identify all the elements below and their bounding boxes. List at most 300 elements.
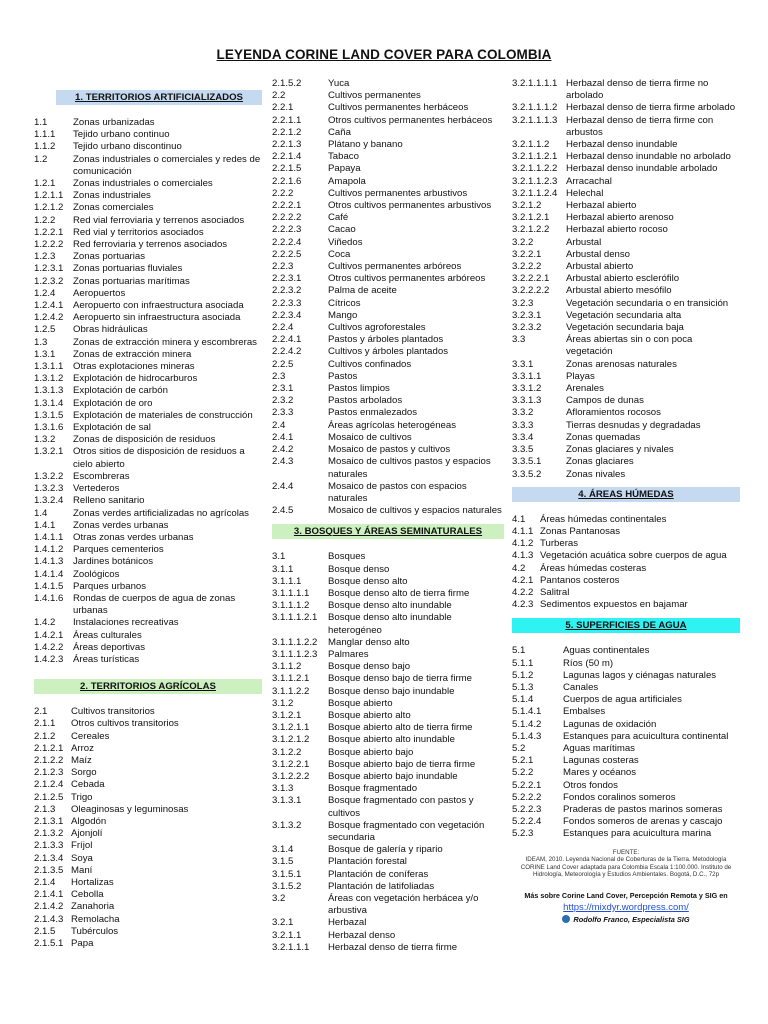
section-header-agua: 5. SUPERFICIES DE AGUA [512, 618, 740, 633]
legend-code: 2.3.3 [272, 407, 294, 419]
legend-code: 2.2.1.2 [272, 126, 302, 138]
legend-row [272, 869, 504, 881]
legend-row [272, 698, 504, 710]
list-agricolas-cont [272, 78, 504, 517]
legend-label: Arbustal abierto [566, 261, 634, 273]
legend-label: Fondos someros de arenas y cascajo [563, 816, 723, 828]
legend-label: Zonas industriales [73, 190, 151, 202]
legend-row [512, 285, 740, 297]
legend-row [272, 856, 504, 868]
legend-label: Cultivos permanentes arbóreos [328, 261, 462, 273]
legend-row [34, 779, 262, 791]
legend-code: 1.4.1.3 [34, 556, 64, 568]
legend-label: Vertederos [73, 483, 120, 495]
legend-label: Aeropuerto con infraestructura asociada [73, 300, 244, 312]
legend-code: 3.1.1.1.2.2 [272, 636, 318, 648]
legend-code: 2.4.3 [272, 456, 294, 468]
legend-code: 3.1.1.2.1 [272, 673, 310, 685]
legend-row [272, 576, 504, 588]
legend-row [272, 334, 504, 346]
legend-code: 2.4 [272, 419, 286, 431]
section-header-agricolas: 2. TERRITORIOS AGRÍCOLAS [34, 679, 262, 694]
legend-code: 3.2.1.1.2 [512, 139, 550, 151]
section-header-artificiales: 1. TERRITORIOS ARTIFICIALIZADOS [56, 90, 262, 105]
legend-label: Sorgo [71, 767, 97, 779]
legend-code: 2.1.2.2 [34, 754, 64, 766]
legend-label: Arenales [566, 383, 604, 395]
legend-row [272, 759, 504, 771]
legend-label: Plantación forestal [328, 856, 407, 868]
legend-label: Praderas de pastos marinos someras [563, 803, 723, 815]
legend-label: Hortalizas [71, 876, 114, 888]
list-agricolas [34, 706, 262, 950]
legend-label: Afloramientos rocosos [566, 407, 661, 419]
legend-code: 5.1.1 [512, 657, 534, 669]
source-label: FUENTE: [612, 848, 640, 856]
legend-label: Manglar denso alto [328, 636, 410, 648]
legend-code: 2.2.1.3 [272, 139, 302, 151]
legend-row [34, 422, 262, 434]
legend-code: 5.2.2.4 [512, 816, 542, 828]
legend-code: 2.2.1.5 [272, 163, 302, 175]
legend-row [34, 840, 262, 852]
legend-row [512, 115, 740, 139]
legend-row [34, 373, 262, 385]
legend-row [512, 767, 740, 779]
legend-row [34, 938, 262, 950]
legend-label: Mosaico de pastos y cultivos [328, 444, 451, 456]
legend-label: Herbazal denso [328, 929, 396, 941]
legend-code: 3.2.1.1.1.2 [512, 102, 558, 114]
legend-label: Herbazal denso de tierra firme con arbustos [566, 114, 714, 138]
legend-label: Otras zonas verdes urbanas [73, 531, 194, 543]
legend-label: Cultivos agroforestales [328, 322, 426, 334]
legend-label: Maní [71, 864, 93, 876]
legend-label: Arroz [71, 742, 94, 754]
legend-code: 2.2.2.4 [272, 236, 302, 248]
legend-label: Cítricos [328, 297, 361, 309]
legend-row [272, 771, 504, 783]
legend-row [272, 612, 504, 636]
legend-row [272, 139, 504, 151]
legend-label: Bosque denso bajo [328, 661, 411, 673]
legend-row [272, 564, 504, 576]
legend-code: 3.2 [272, 893, 286, 904]
legend-label: Áreas húmedas continentales [540, 513, 667, 525]
legend-label: Bosque abierto alto de tierra firme [328, 722, 473, 734]
legend-row [512, 102, 740, 114]
legend-label: Vegetación acuática sobre cuerpos de agua [540, 550, 727, 562]
legend-label: Mosaico de cultivos y espacios naturales [328, 505, 502, 517]
legend-label: Campos de dunas [566, 395, 644, 407]
legend-code: 1.3.1 [34, 348, 56, 360]
legend-row [34, 617, 262, 629]
legend-label: Bosque denso alto [328, 575, 408, 587]
legend-code: 3.1.2.2.2 [272, 770, 310, 782]
legend-code: 3.1.1.1.1 [272, 587, 310, 599]
legend-row [512, 755, 740, 767]
legend-row [272, 673, 504, 685]
legend-label: Mosaico de pastos con espacios naturales [328, 480, 467, 504]
legend-label: Arbustal denso [566, 248, 630, 260]
legend-code: 1.4.1.2 [34, 544, 64, 556]
legend-row [272, 893, 504, 917]
legend-row [512, 645, 740, 657]
legend-label: Estanques para acuicultura marina [563, 828, 712, 840]
legend-row [34, 361, 262, 373]
legend-label: Zonas portuarias fluviales [73, 263, 183, 275]
legend-code: 3.1.1 [272, 563, 294, 575]
legend-code: 3.3.2 [512, 407, 534, 419]
legend-code: 3.3.5.1 [512, 456, 542, 468]
legend-code: 2.4.5 [272, 505, 294, 517]
legend-label: Lagunas lagos y ciénagas naturales [563, 669, 717, 681]
legend-row [34, 914, 262, 926]
legend-label: Cultivos y árboles plantados [328, 346, 448, 358]
legend-label: Estanques para acuicultura continental [563, 730, 729, 742]
legend-row [272, 661, 504, 673]
legend-row [34, 227, 262, 239]
column-middle [272, 78, 504, 954]
legend-row [512, 469, 740, 481]
legend-label: Sedimentos expuestos en bajamar [540, 599, 688, 611]
section-header-bosques: 3. BOSQUES Y ÁREAS SEMINATURALES [272, 524, 504, 539]
legend-row [512, 310, 740, 322]
legend-code: 1.3.1.5 [34, 409, 64, 421]
legend-code: 2.1.4.1 [34, 889, 64, 901]
legend-row [34, 630, 262, 642]
legend-code: 3.2.1 [272, 917, 294, 929]
legend-label: Mango [328, 309, 358, 321]
legend-row [272, 224, 504, 236]
legend-row [34, 202, 262, 214]
legend-code: 1.1.2 [34, 141, 56, 153]
legend-row [272, 371, 504, 383]
legend-label: Bosque fragmentado con vegetación secundaria [328, 819, 485, 843]
legend-code: 3.2.2.2 [512, 261, 542, 273]
legend-label: Áreas deportivas [73, 641, 145, 653]
legend-label: Zoológicos [73, 568, 120, 580]
legend-code: 1.3.1.1 [34, 361, 64, 373]
legend-row [272, 820, 504, 844]
legend-code: 3.2.1.2 [512, 200, 542, 212]
legend-row [512, 78, 740, 102]
legend-label: Zonas Pantanosas [540, 525, 621, 537]
legend-label: Tubérculos [71, 925, 119, 937]
legend-row [512, 432, 740, 444]
legend-row [272, 359, 504, 371]
legend-code: 5.1.4.1 [512, 706, 542, 718]
more-info-text: Más sobre Corine Land Cover, Percepción Remota y SIG en [524, 890, 728, 900]
legend-row [512, 563, 740, 575]
legend-label: Playas [566, 370, 595, 382]
legend-code: 5.2.2 [512, 767, 534, 779]
legend-code: 3.1.5.2 [272, 880, 302, 892]
legend-label: Caña [328, 126, 351, 138]
legend-row [34, 141, 262, 153]
legend-label: Otros cultivos permanentes herbáceos [328, 114, 493, 126]
legend-label: Pastos arbolados [328, 395, 403, 407]
legend-code: 1.2.4 [34, 287, 56, 299]
legend-row [34, 926, 262, 938]
legend-label: Aguas continentales [563, 645, 650, 657]
legend-row [512, 514, 740, 526]
legend-row [34, 792, 262, 804]
legend-label: Red vial y territorios asociados [73, 226, 204, 238]
legend-label: Plátano y banano [328, 139, 403, 151]
legend-row [34, 349, 262, 361]
legend-row [272, 942, 504, 954]
legend-code: 1.3.1.4 [34, 397, 64, 409]
source-text: IDEAM, 2010. Leyenda Nacional de Coberturas de la Tierra. Metodología CORINE Land Cover adaptada para Colombia Escala 1:100.000. Instituto de Hidrología, Meteorología y Estudios Ambientales. Bogotá, D.C., 72p [520, 856, 732, 879]
legend-label: Bosque abierto [328, 697, 393, 709]
legend-row [272, 444, 504, 456]
legend-code: 2.1.1 [34, 718, 56, 730]
legend-row [272, 127, 504, 139]
legend-code: 5.2.2.1 [512, 779, 542, 791]
legend-label: Ajonjolí [71, 828, 103, 840]
legend-row [512, 249, 740, 261]
legend-label: Soya [71, 852, 93, 864]
legend-row [34, 877, 262, 889]
legend-label: Bosque denso alto inundable heterogéneo [328, 612, 452, 636]
legend-label: Cultivos transitorios [71, 706, 155, 718]
legend-code: 2.1.3.2 [34, 828, 64, 840]
legend-row [34, 556, 262, 568]
legend-code: 3.1.5 [272, 856, 294, 868]
legend-label: Explotación de materiales de construcción [73, 409, 253, 421]
legend-code: 4.1 [512, 513, 526, 525]
legend-label: Cebolla [71, 889, 104, 901]
source-note [512, 849, 740, 879]
legend-code: 3.1.1.2 [272, 661, 302, 673]
legend-row [512, 816, 740, 828]
legend-row [272, 261, 504, 273]
legend-row [272, 188, 504, 200]
blog-link[interactable]: https://mixdyr.wordpress.com/ [563, 901, 689, 913]
legend-row [272, 90, 504, 102]
legend-row [272, 420, 504, 432]
legend-code: 1.2.1.2 [34, 202, 64, 214]
legend-code: 3.2.3.2 [512, 322, 542, 334]
legend-label: Red vial ferroviaria y terrenos asociados [73, 214, 245, 226]
legend-code: 3.1.1.1.2 [272, 600, 310, 612]
legend-label: Herbazal abierto rocoso [566, 224, 668, 236]
legend-row [272, 285, 504, 297]
legend-label: Pastos limpios [328, 383, 390, 395]
legend-label: Plantación de latifoliadas [328, 880, 435, 892]
legend-label: Bosque abierto alto [328, 709, 411, 721]
legend-row [272, 249, 504, 261]
legend-row [34, 154, 262, 178]
legend-label: Áreas con vegetación herbácea y/o arbustiva [328, 893, 479, 917]
legend-code: 3.2.2.1 [512, 248, 542, 260]
legend-row [512, 719, 740, 731]
legend-label: Mares y océanos [563, 767, 637, 779]
legend-row [34, 569, 262, 581]
legend-row [512, 139, 740, 151]
column-left [34, 78, 262, 950]
legend-code: 5.1.4.3 [512, 730, 542, 742]
legend-row [272, 551, 504, 563]
legend-code: 1.2.2.1 [34, 226, 64, 238]
legend-label: Mosaico de cultivos pastos y espacios naturales [328, 456, 491, 480]
legend-code: 2.2.3.1 [272, 273, 302, 285]
legend-label: Zonas glaciares [566, 456, 634, 468]
legend-code: 2.2.4.1 [272, 334, 302, 346]
legend-row [512, 828, 740, 840]
legend-row [512, 587, 740, 599]
legend-label: Zonas comerciales [73, 202, 154, 214]
legend-label: Aeropuertos [73, 287, 126, 299]
legend-code: 1.2.3.2 [34, 275, 64, 287]
legend-code: 5.2.2.2 [512, 791, 542, 803]
legend-row [34, 446, 262, 470]
legend-code: 3.1 [272, 551, 286, 563]
legend-row [512, 359, 740, 371]
legend-label: Obras hidráulicas [73, 324, 148, 336]
legend-label: Zonas de extracción minera y escombreras [73, 336, 257, 348]
legend-code: 3.2.1.1.2.1 [512, 151, 558, 163]
legend-row [512, 334, 740, 358]
legend-row [272, 102, 504, 114]
legend-label: Salitral [540, 586, 570, 598]
legend-code: 1.4.1.5 [34, 580, 64, 592]
legend-label: Bosque de galería y ripario [328, 844, 443, 856]
legend-code: 2.2.1.6 [272, 175, 302, 187]
legend-code: 2.2.1.4 [272, 151, 302, 163]
legend-code: 1.3.2.2 [34, 470, 64, 482]
legend-label: Vegetación secundaria baja [566, 322, 684, 334]
legend-row [512, 237, 740, 249]
legend-row [272, 407, 504, 419]
legend-code: 2.1 [34, 706, 48, 718]
legend-label: Red ferroviaria y terrenos asociados [73, 239, 228, 251]
legend-code: 3.2.3.1 [512, 309, 542, 321]
legend-code: 5.1.4 [512, 694, 534, 706]
legend-code: 2.3.2 [272, 395, 294, 407]
legend-label: Fríjol [71, 840, 93, 852]
legend-label: Zonas quemadas [566, 431, 641, 443]
legend-row [272, 456, 504, 480]
legend-code: 1.3.2.3 [34, 483, 64, 495]
legend-row [512, 188, 740, 200]
legend-code: 3.2.2.2.1 [512, 273, 550, 285]
legend-row [34, 654, 262, 666]
legend-row [34, 520, 262, 532]
legend-code: 4.2.3 [512, 599, 534, 611]
legend-code: 3.3.1.1 [512, 370, 542, 382]
legend-code: 3.3.4 [512, 431, 534, 443]
legend-code: 4.2.1 [512, 574, 534, 586]
legend-row [34, 816, 262, 828]
legend-code: 3.1.4 [272, 844, 294, 856]
legend-code: 2.2.2.1 [272, 200, 302, 212]
legend-label: Explotación de oro [73, 397, 153, 409]
legend-row [34, 483, 262, 495]
legend-label: Áreas culturales [73, 629, 142, 641]
legend-label: Otros sitios de disposición de residuos a cielo abierto [73, 446, 245, 470]
legend-label: Otros fondos [563, 779, 618, 791]
legend-code: 2.2.5 [272, 358, 294, 370]
legend-label: Bosque denso [328, 563, 390, 575]
legend-label: Parques cementerios [73, 544, 164, 556]
legend-code: 1.1.1 [34, 129, 56, 141]
legend-row [512, 658, 740, 670]
legend-label: Palmares [328, 648, 369, 660]
legend-label: Pastos y árboles plantados [328, 334, 444, 346]
legend-code: 1.4.1.4 [34, 568, 64, 580]
legend-code: 2.1.3.5 [34, 864, 64, 876]
legend-code: 3.1.3.1 [272, 795, 302, 807]
legend-label: Papa [71, 938, 94, 949]
legend-code: 3.1.2.2 [272, 746, 302, 758]
legend-label: Amapola [328, 175, 366, 187]
legend-code: 1.2.2.2 [34, 239, 64, 251]
legend-code: 3.2.2.2.2 [512, 285, 550, 297]
legend-code: 2.1.2.1 [34, 742, 64, 754]
legend-row [272, 917, 504, 929]
legend-code: 2.2.4.2 [272, 346, 302, 358]
legend-row [272, 747, 504, 759]
legend-code: 1.3.1.2 [34, 373, 64, 385]
legend-row [512, 599, 740, 611]
legend-code: 2.1.3.4 [34, 852, 64, 864]
legend-row [272, 881, 504, 893]
legend-label: Bosque fragmentado con pastos y cultivos [328, 795, 474, 819]
legend-label: Remolacha [71, 913, 120, 925]
legend-code: 1.4 [34, 507, 48, 519]
legend-label: Herbazal denso de tierra firme arbolado [566, 102, 736, 114]
legend-label: Herbazal abierto [566, 200, 637, 212]
legend-label: Zonas portuarias marítimas [73, 275, 190, 287]
list-bosques-cont [512, 78, 740, 481]
legend-row [34, 129, 262, 141]
legend-code: 5.1 [512, 645, 526, 657]
legend-code: 2.2.2 [272, 187, 294, 199]
legend-row [34, 544, 262, 556]
legend-code: 3.2.1.1 [272, 929, 302, 941]
legend-label: Cuerpos de agua artificiales [563, 694, 682, 706]
legend-code: 1.4.1.6 [34, 592, 64, 604]
legend-label: Algodón [71, 815, 107, 827]
legend-row [272, 212, 504, 224]
legend-row [34, 263, 262, 275]
legend-row [34, 190, 262, 202]
legend-label: Bosque abierto bajo inundable [328, 770, 458, 782]
legend-label: Otros cultivos permanentes arbóreos [328, 273, 486, 285]
legend-code: 1.4.1 [34, 519, 56, 531]
legend-label: Cultivos permanentes [328, 90, 421, 102]
legend-row [34, 593, 262, 617]
legend-row [34, 215, 262, 227]
legend-code: 3.1.2.2.1 [272, 758, 310, 770]
legend-code: 3.2.1.1.1.1 [512, 78, 558, 89]
legend-row [512, 273, 740, 285]
legend-row [34, 495, 262, 507]
legend-label: Cereales [71, 730, 110, 742]
legend-code: 4.1.1 [512, 525, 534, 537]
legend-row [272, 273, 504, 285]
author-name: Rodolfo Franco, Especialista SIG [573, 914, 690, 924]
legend-code: 3.1.2.1.2 [272, 734, 310, 746]
legend-code: 1.2.3.1 [34, 263, 64, 275]
legend-label: Explotación de sal [73, 422, 151, 434]
legend-code: 3.3.1 [512, 358, 534, 370]
legend-code: 3.2.1.1.2.3 [512, 175, 558, 187]
legend-code: 3.3.1.2 [512, 383, 542, 395]
legend-row [512, 526, 740, 538]
